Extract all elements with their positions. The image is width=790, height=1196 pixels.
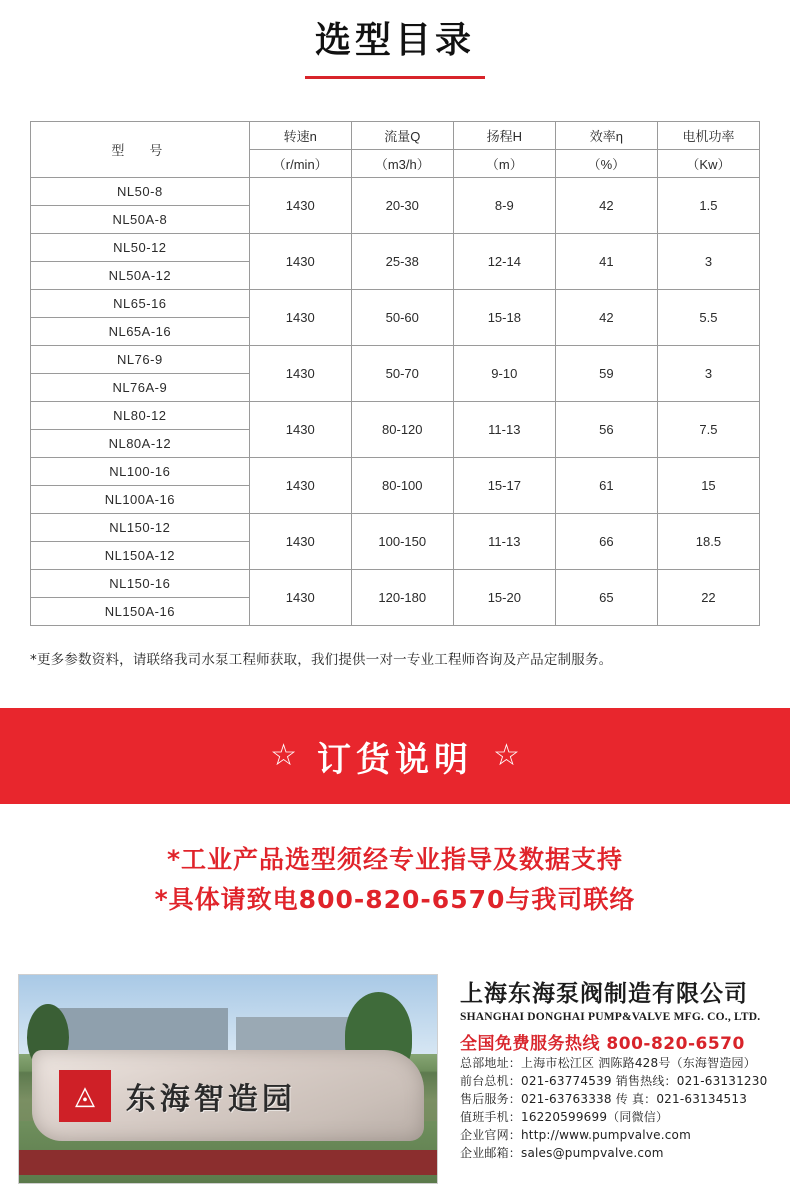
head-cell: 12-14 <box>453 234 555 290</box>
efficiency-cell: 66 <box>555 514 657 570</box>
spec-table <box>30 121 760 626</box>
speed-cell: 1430 <box>249 458 351 514</box>
speed-cell: 1430 <box>249 290 351 346</box>
table-header-row-1 <box>31 122 760 150</box>
table-row <box>31 234 760 262</box>
stone-sign-text: 东海智造园 <box>125 1081 296 1117</box>
speed-cell: 1430 <box>249 346 351 402</box>
model-cell: NL76-9 <box>31 346 250 374</box>
efficiency-cell: 65 <box>555 570 657 626</box>
model-cell: NL65A-16 <box>31 318 250 346</box>
unit-efficiency: （%） <box>555 150 657 178</box>
photo-hedge <box>19 1150 437 1175</box>
unit-speed: （r/min） <box>249 150 351 178</box>
head-cell: 15-18 <box>453 290 555 346</box>
page-title-block <box>0 0 790 79</box>
contact-mobile: 值班手机：16220599699（同微信） <box>460 1110 669 1124</box>
head-cell: 9-10 <box>453 346 555 402</box>
power-cell: 7.5 <box>657 402 759 458</box>
contact-service: 售后服务：021-63763338 传 真：021-63134513 <box>460 1092 748 1106</box>
power-cell: 3 <box>657 234 759 290</box>
model-cell: NL76A-9 <box>31 374 250 402</box>
model-cell: NL100-16 <box>31 458 250 486</box>
model-cell: NL50A-8 <box>31 206 250 234</box>
flow-cell: 80-100 <box>351 458 453 514</box>
model-cell: NL150A-16 <box>31 598 250 626</box>
table-row <box>31 178 760 206</box>
flow-cell: 100-150 <box>351 514 453 570</box>
table-footnote: *更多参数资料，请联络我司水泵工程师获取，我们提供一对一专业工程师咨询及产品定制服务。 <box>30 652 613 668</box>
header-head: 扬程H <box>453 122 555 150</box>
power-cell: 5.5 <box>657 290 759 346</box>
header-flow: 流量Q <box>351 122 453 150</box>
contact-email[interactable]: 企业邮箱：sales@pumpvalve.com <box>460 1146 664 1160</box>
head-cell: 11-13 <box>453 514 555 570</box>
model-cell: NL80A-12 <box>31 430 250 458</box>
power-cell: 15 <box>657 458 759 514</box>
model-cell: NL100A-16 <box>31 486 250 514</box>
power-cell: 1.5 <box>657 178 759 234</box>
spec-table-wrap <box>30 121 760 626</box>
table-row <box>31 290 760 318</box>
service-hotline: 全国免费服务热线 800-820-6570 <box>460 1034 745 1054</box>
model-cell: NL50-8 <box>31 178 250 206</box>
model-cell: NL50A-12 <box>31 262 250 290</box>
table-row <box>31 346 760 374</box>
unit-flow: （m3/h） <box>351 150 453 178</box>
efficiency-cell: 42 <box>555 290 657 346</box>
model-cell: NL150-16 <box>31 570 250 598</box>
order-note-2: *具体请致电800-820-6570与我司联络 <box>154 885 636 914</box>
banner-title: 订货说明 <box>317 739 473 780</box>
model-cell: NL150A-12 <box>31 542 250 570</box>
table-row <box>31 570 760 598</box>
contact-website[interactable]: 企业官网：http://www.pumpvalve.com <box>460 1128 691 1142</box>
head-cell: 15-20 <box>453 570 555 626</box>
page-title: 选型目录 <box>314 20 475 61</box>
header-speed: 转速n <box>249 122 351 150</box>
head-cell: 8-9 <box>453 178 555 234</box>
model-cell: NL80-12 <box>31 402 250 430</box>
flow-cell: 50-70 <box>351 346 453 402</box>
banner-content <box>270 732 520 781</box>
unit-power: （Kw） <box>657 150 759 178</box>
head-cell: 15-17 <box>453 458 555 514</box>
power-cell: 18.5 <box>657 514 759 570</box>
speed-cell: 1430 <box>249 570 351 626</box>
model-cell: NL65-16 <box>31 290 250 318</box>
company-name-cn: 上海东海泵阀制造有限公司 <box>460 981 748 1007</box>
model-cell: NL150-12 <box>31 514 250 542</box>
header-model: 型 号 <box>31 122 250 178</box>
title-underline <box>305 76 485 79</box>
footer <box>0 968 790 1196</box>
star-icon-left: ☆ <box>270 739 297 772</box>
header-efficiency: 效率η <box>555 122 657 150</box>
unit-head: （m） <box>453 150 555 178</box>
photo-stone-sign <box>32 1050 425 1142</box>
flow-cell: 20-30 <box>351 178 453 234</box>
model-cell: NL50-12 <box>31 234 250 262</box>
flow-cell: 80-120 <box>351 402 453 458</box>
contact-phones: 前台总机：021-63774539 销售热线：021-63131230 <box>460 1074 768 1088</box>
company-name-en: SHANGHAI DONGHAI PUMP&VALVE MFG. CO., LTD. <box>460 1011 761 1023</box>
header-power: 电机功率 <box>657 122 759 150</box>
contact-address: 总部地址：上海市松江区 泗陈路428号（东海智造园） <box>460 1056 756 1070</box>
power-cell: 3 <box>657 346 759 402</box>
efficiency-cell: 42 <box>555 178 657 234</box>
power-cell: 22 <box>657 570 759 626</box>
order-instructions-banner <box>0 708 790 804</box>
efficiency-cell: 41 <box>555 234 657 290</box>
head-cell: 11-13 <box>453 402 555 458</box>
speed-cell: 1430 <box>249 178 351 234</box>
company-logo-icon: ◬ <box>59 1070 111 1122</box>
flow-cell: 25-38 <box>351 234 453 290</box>
table-row <box>31 514 760 542</box>
table-row <box>31 402 760 430</box>
efficiency-cell: 59 <box>555 346 657 402</box>
order-note-1: *工业产品选型须经专业指导及数据支持 <box>166 845 624 874</box>
table-row <box>31 458 760 486</box>
factory-photo <box>18 974 438 1184</box>
efficiency-cell: 61 <box>555 458 657 514</box>
company-info <box>460 980 790 1196</box>
speed-cell: 1430 <box>249 514 351 570</box>
star-icon-right: ☆ <box>493 739 520 772</box>
speed-cell: 1430 <box>249 234 351 290</box>
efficiency-cell: 56 <box>555 402 657 458</box>
flow-cell: 120-180 <box>351 570 453 626</box>
speed-cell: 1430 <box>249 402 351 458</box>
order-notes <box>0 840 790 920</box>
flow-cell: 50-60 <box>351 290 453 346</box>
